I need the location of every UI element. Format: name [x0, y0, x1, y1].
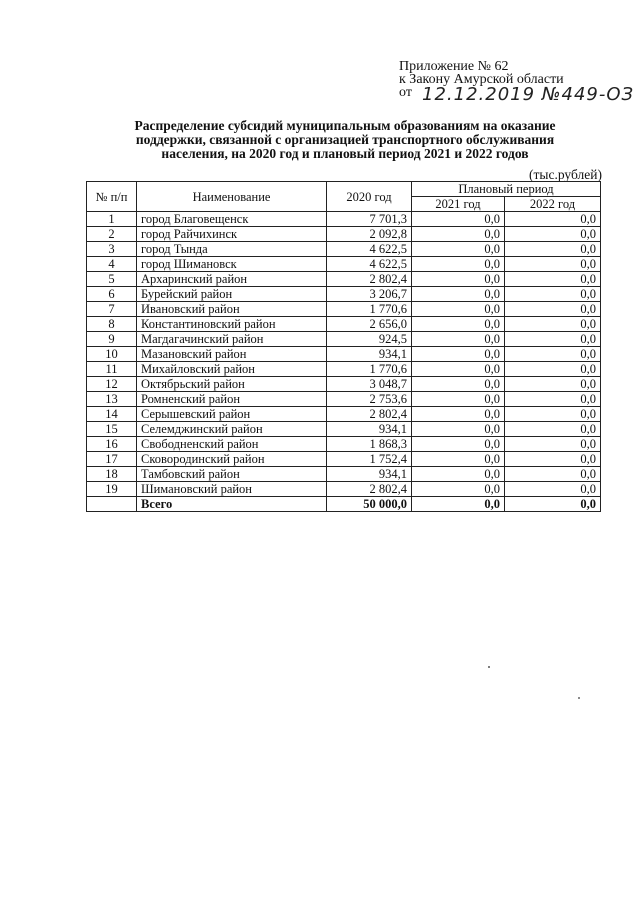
- value-2021-cell: 0,0: [412, 392, 505, 407]
- table-row: [87, 377, 601, 392]
- value-2022-cell: 0,0: [505, 332, 601, 347]
- value-2020-cell: 934,1: [327, 422, 412, 437]
- municipality-name-cell: Селемджинский район: [137, 422, 327, 437]
- table-row: [87, 422, 601, 437]
- municipality-name-cell: Шимановский район: [137, 482, 327, 497]
- value-2022-cell: 0,0: [505, 437, 601, 452]
- municipality-name-cell: Михайловский район: [137, 362, 327, 377]
- value-2022-cell: 0,0: [505, 272, 601, 287]
- value-2021-cell: 0,0: [412, 407, 505, 422]
- value-2020-cell: 2 092,8: [327, 227, 412, 242]
- value-2020-cell: 3 206,7: [327, 287, 412, 302]
- value-2020-cell: 934,1: [327, 467, 412, 482]
- table-row: [87, 287, 601, 302]
- row-number-cell: 16: [87, 437, 137, 452]
- value-2020-cell: 2 753,6: [327, 392, 412, 407]
- title-line-1: Распределение субсидий муниципальным образованиям на оказание: [134, 118, 556, 133]
- table-row: [87, 332, 601, 347]
- value-2021-cell: 0,0: [412, 422, 505, 437]
- document-title: [90, 119, 600, 161]
- value-2021-cell: 0,0: [412, 272, 505, 287]
- title-line-2: поддержки, связанной с организацией транспортного обслуживания: [135, 132, 555, 147]
- header-2021: 2021 год: [412, 197, 505, 212]
- value-2021-cell: 0,0: [412, 317, 505, 332]
- row-number-cell: 2: [87, 227, 137, 242]
- municipality-name-cell: Октябрьский район: [137, 377, 327, 392]
- table-header-row: [87, 182, 601, 197]
- municipality-name-cell: Сковородинский район: [137, 452, 327, 467]
- handwritten-date-number: 12.12.2019 №449-ОЗ: [422, 84, 635, 105]
- row-number-cell: 6: [87, 287, 137, 302]
- value-2021-cell: 0,0: [412, 362, 505, 377]
- value-2020-cell: 4 622,5: [327, 257, 412, 272]
- table-row: [87, 407, 601, 422]
- value-2022-cell: 0,0: [505, 467, 601, 482]
- table-row: [87, 302, 601, 317]
- row-number-cell: 3: [87, 242, 137, 257]
- appendix-number: Приложение № 62: [399, 59, 509, 74]
- table-row: [87, 467, 601, 482]
- row-number-cell: [87, 497, 137, 512]
- municipality-name-cell: город Благовещенск: [137, 212, 327, 227]
- table-row: [87, 347, 601, 362]
- municipality-name-cell: город Шимановск: [137, 257, 327, 272]
- value-2022-cell: 0,0: [505, 452, 601, 467]
- value-2021-cell: 0,0: [412, 302, 505, 317]
- row-number-cell: 9: [87, 332, 137, 347]
- table-row: [87, 452, 601, 467]
- municipality-name-cell: Всего: [137, 497, 327, 512]
- value-2020-cell: 7 701,3: [327, 212, 412, 227]
- value-2020-cell: 50 000,0: [327, 497, 412, 512]
- header-planned-period: Плановый период: [412, 182, 601, 197]
- value-2020-cell: 4 622,5: [327, 242, 412, 257]
- value-2021-cell: 0,0: [412, 377, 505, 392]
- table-row: [87, 272, 601, 287]
- row-number-cell: 19: [87, 482, 137, 497]
- value-2022-cell: 0,0: [505, 497, 601, 512]
- value-2022-cell: 0,0: [505, 227, 601, 242]
- table-row: [87, 227, 601, 242]
- scan-speck: [488, 666, 490, 668]
- table-row: [87, 482, 601, 497]
- row-number-cell: 11: [87, 362, 137, 377]
- header-name: Наименование: [137, 182, 327, 212]
- value-2022-cell: 0,0: [505, 392, 601, 407]
- value-2022-cell: 0,0: [505, 482, 601, 497]
- value-2021-cell: 0,0: [412, 467, 505, 482]
- municipality-name-cell: Тамбовский район: [137, 467, 327, 482]
- table-row: [87, 212, 601, 227]
- municipality-name-cell: город Райчихинск: [137, 227, 327, 242]
- municipality-name-cell: Архаринский район: [137, 272, 327, 287]
- table-body: [87, 212, 601, 512]
- value-2022-cell: 0,0: [505, 302, 601, 317]
- value-2022-cell: 0,0: [505, 407, 601, 422]
- row-number-cell: 5: [87, 272, 137, 287]
- header-2022: 2022 год: [505, 197, 601, 212]
- table-row: [87, 437, 601, 452]
- row-number-cell: 18: [87, 467, 137, 482]
- municipality-name-cell: город Тында: [137, 242, 327, 257]
- value-2020-cell: 2 802,4: [327, 407, 412, 422]
- value-2021-cell: 0,0: [412, 497, 505, 512]
- value-2020-cell: 2 802,4: [327, 272, 412, 287]
- municipality-name-cell: Серышевский район: [137, 407, 327, 422]
- units-label: (тыс.рублей): [529, 167, 602, 182]
- table-row: [87, 362, 601, 377]
- table-row: [87, 257, 601, 272]
- value-2021-cell: 0,0: [412, 212, 505, 227]
- table-row: [87, 242, 601, 257]
- scan-speck: [578, 697, 580, 699]
- row-number-cell: 10: [87, 347, 137, 362]
- row-number-cell: 4: [87, 257, 137, 272]
- value-2022-cell: 0,0: [505, 212, 601, 227]
- value-2021-cell: 0,0: [412, 482, 505, 497]
- table-row: [87, 317, 601, 332]
- municipality-name-cell: Свободненский район: [137, 437, 327, 452]
- value-2021-cell: 0,0: [412, 347, 505, 362]
- value-2022-cell: 0,0: [505, 257, 601, 272]
- value-2022-cell: 0,0: [505, 347, 601, 362]
- value-2020-cell: 934,1: [327, 347, 412, 362]
- municipality-name-cell: Ромненский район: [137, 392, 327, 407]
- header-2020: 2020 год: [327, 182, 412, 212]
- total-row: [87, 497, 601, 512]
- row-number-cell: 8: [87, 317, 137, 332]
- value-2020-cell: 1 868,3: [327, 437, 412, 452]
- value-2020-cell: 2 802,4: [327, 482, 412, 497]
- appendix-law-reference: к Закону Амурской области: [399, 72, 564, 87]
- municipality-name-cell: Константиновский район: [137, 317, 327, 332]
- header-num: № п/п: [87, 182, 137, 212]
- row-number-cell: 13: [87, 392, 137, 407]
- value-2021-cell: 0,0: [412, 452, 505, 467]
- row-number-cell: 1: [87, 212, 137, 227]
- value-2022-cell: 0,0: [505, 317, 601, 332]
- value-2020-cell: 1 752,4: [327, 452, 412, 467]
- value-2021-cell: 0,0: [412, 332, 505, 347]
- row-number-cell: 15: [87, 422, 137, 437]
- value-2022-cell: 0,0: [505, 287, 601, 302]
- value-2021-cell: 0,0: [412, 287, 505, 302]
- value-2022-cell: 0,0: [505, 377, 601, 392]
- row-number-cell: 17: [87, 452, 137, 467]
- subsidy-table: [86, 181, 601, 512]
- value-2020-cell: 1 770,6: [327, 362, 412, 377]
- value-2020-cell: 2 656,0: [327, 317, 412, 332]
- value-2020-cell: 3 048,7: [327, 377, 412, 392]
- row-number-cell: 7: [87, 302, 137, 317]
- row-number-cell: 14: [87, 407, 137, 422]
- municipality-name-cell: Ивановский район: [137, 302, 327, 317]
- value-2022-cell: 0,0: [505, 242, 601, 257]
- title-line-3: населения, на 2020 год и плановый период 2021 и 2022 годов: [161, 146, 529, 161]
- value-2021-cell: 0,0: [412, 437, 505, 452]
- municipality-name-cell: Мазановский район: [137, 347, 327, 362]
- value-2020-cell: 1 770,6: [327, 302, 412, 317]
- value-2021-cell: 0,0: [412, 257, 505, 272]
- table-row: [87, 392, 601, 407]
- municipality-name-cell: Магдагачинский район: [137, 332, 327, 347]
- municipality-name-cell: Бурейский район: [137, 287, 327, 302]
- appendix-date-prefix: от: [399, 85, 412, 100]
- value-2020-cell: 924,5: [327, 332, 412, 347]
- value-2021-cell: 0,0: [412, 227, 505, 242]
- value-2022-cell: 0,0: [505, 422, 601, 437]
- value-2021-cell: 0,0: [412, 242, 505, 257]
- row-number-cell: 12: [87, 377, 137, 392]
- value-2022-cell: 0,0: [505, 362, 601, 377]
